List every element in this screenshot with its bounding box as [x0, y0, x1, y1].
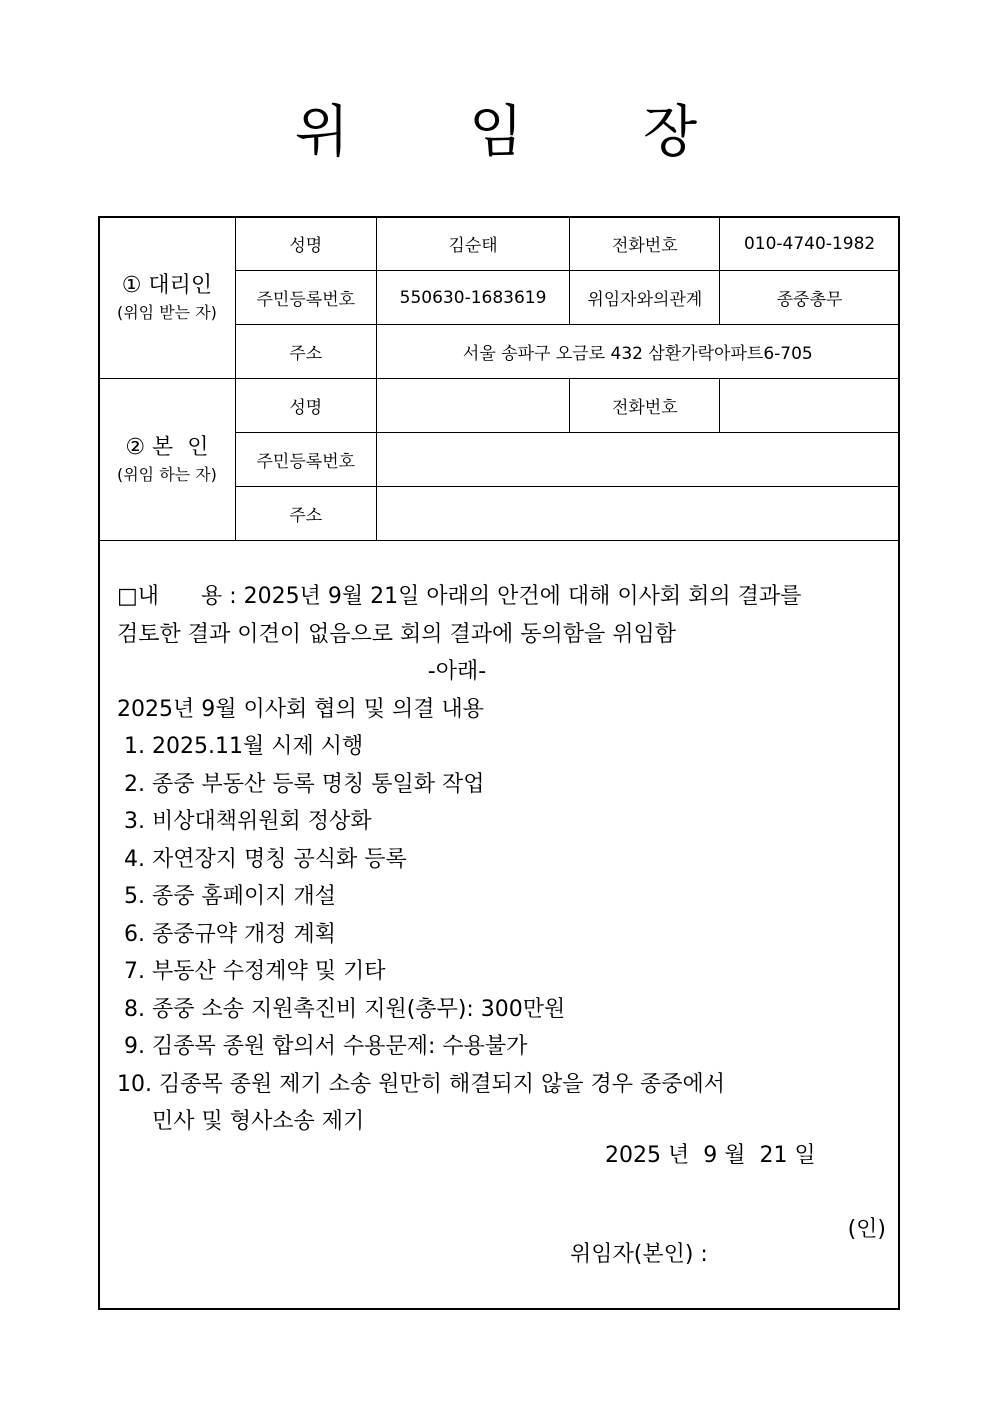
agent-address: 서울 송파구 오금로 432 삼환가락아파트6-705 [376, 325, 899, 379]
agent-name: 김순태 [376, 217, 570, 271]
agenda-item-10: 10. 김종목 종원 제기 소송 원만히 해결되지 않을 경우 종중에서 [117, 1071, 725, 1097]
agent-sub-label: (위임 받는 자) [116, 302, 217, 322]
agenda-item-10-cont: 민사 및 형사소송 제기 [117, 1109, 365, 1134]
signer-label: 위임자(본인) : [570, 1242, 708, 1267]
seal-mark[interactable]: (인) [847, 1217, 886, 1242]
principal-name-field[interactable] [376, 379, 570, 433]
title-char-2: 임 [468, 100, 524, 165]
agenda-heading: 2025년 9월 이사회 협의 및 의결 내용 [117, 696, 484, 722]
content-line-1: □내 용 : 2025년 9월 21일 아래의 안건에 대해 이사회 회의 결과를 [117, 584, 802, 609]
principal-phone-field[interactable] [720, 379, 900, 433]
agent-phone: 010-4740-1982 [720, 217, 900, 271]
agent-label: ① 대리인 [121, 272, 213, 298]
agent-id: 550630-1683619 [376, 271, 570, 325]
principal-phone-label: 전화번호 [570, 379, 720, 433]
below-heading: -아래- [427, 659, 487, 684]
agenda-item-3: 3. 비상대책위원회 정상화 [117, 809, 372, 834]
agent-phone-label: 전화번호 [570, 217, 720, 271]
title-char-1: 위 [294, 100, 349, 165]
agenda-item-1: 1. 2025.11월 시제 시행 [117, 734, 364, 759]
sign-date: 2025 년 9 월 21 일 [605, 1143, 816, 1168]
signer-line [556, 1212, 886, 1293]
agenda-item-9: 9. 김종목 종원 합의서 수용문제: 수용불가 [117, 1034, 528, 1059]
delegation-content [117, 578, 887, 1141]
principal-sub-label: (위임 하는 자) [116, 464, 217, 484]
agent-section-label [99, 217, 236, 379]
principal-id-field[interactable] [376, 433, 899, 487]
agenda-item-8: 8. 종중 소송 지원촉진비 지원(총무): 300만원 [117, 996, 566, 1022]
agenda-item-4: 4. 자연장지 명칭 공식화 등록 [117, 846, 407, 872]
principal-address-field[interactable] [376, 487, 899, 541]
agenda-item-5: 5. 종중 홈페이지 개설 [117, 884, 336, 909]
agent-id-label: 주민등록번호 [235, 271, 376, 325]
agent-name-label: 성명 [235, 217, 376, 271]
agenda-item-6: 6. 종중규약 개정 계획 [117, 921, 336, 947]
document-title [0, 88, 992, 168]
title-char-3: 장 [643, 100, 698, 165]
agenda-item-2: 2. 종중 부동산 등록 명칭 통일화 작업 [117, 771, 485, 797]
agent-relation: 종중총무 [720, 271, 900, 325]
agenda-item-7: 7. 부동산 수정계약 및 기타 [117, 959, 386, 984]
agent-relation-label: 위임자와의관계 [570, 271, 720, 325]
principal-address-label: 주소 [235, 487, 376, 541]
principal-label: ② 본 인 [125, 434, 209, 460]
content-line-2: 검토한 결과 이견이 없음으로 회의 결과에 동의함을 위임함 [117, 621, 677, 647]
principal-id-label: 주민등록번호 [235, 433, 376, 487]
agent-address-label: 주소 [235, 325, 376, 379]
principal-section-label [99, 379, 236, 541]
principal-name-label: 성명 [235, 379, 376, 433]
party-info-table [98, 216, 900, 541]
